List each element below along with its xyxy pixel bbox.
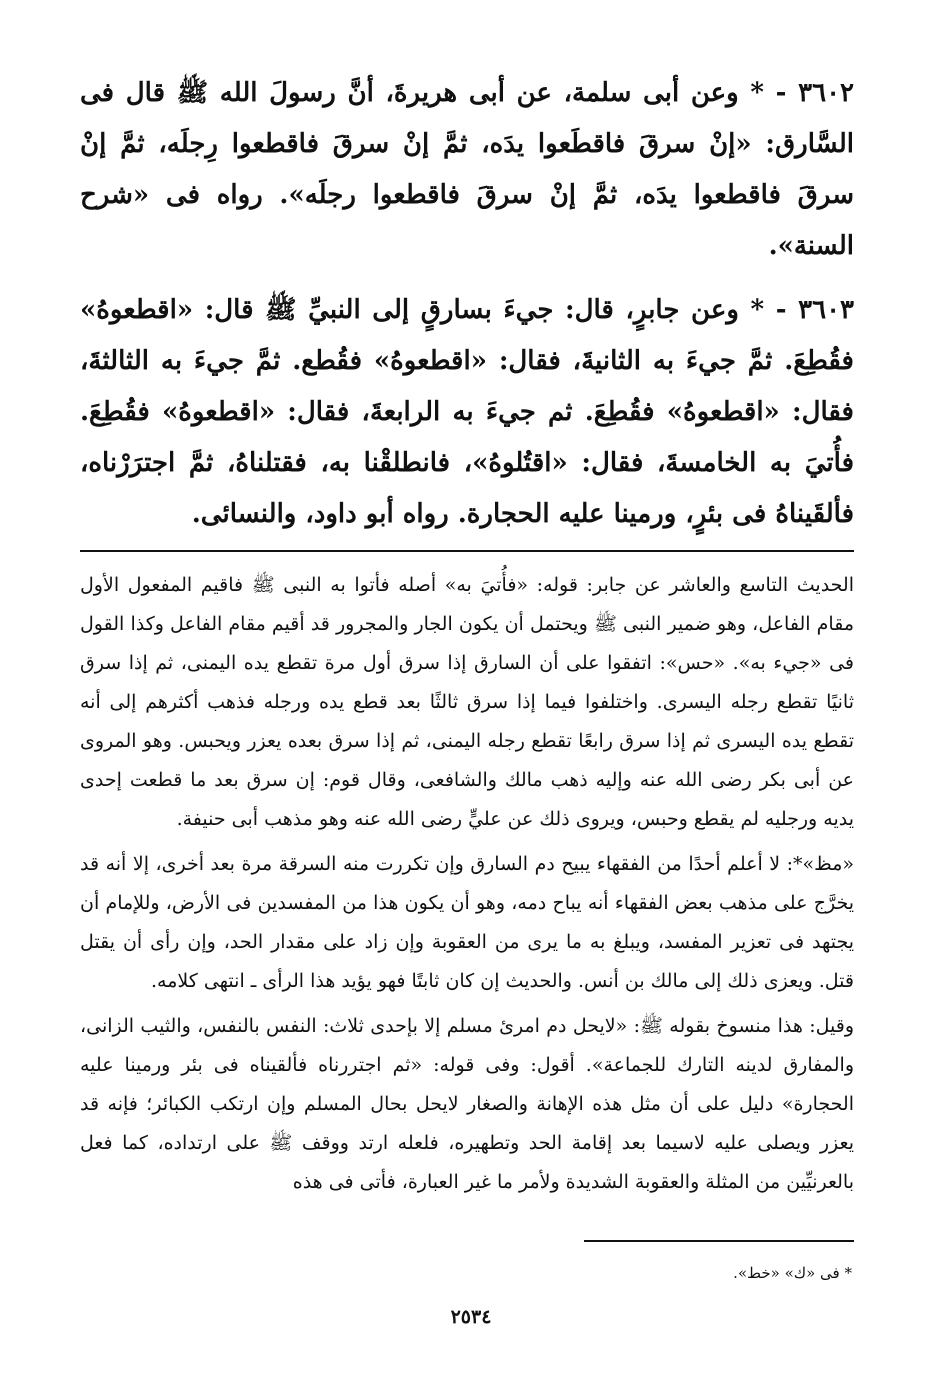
hadith-3602: ٣٦٠٢ - * وعن أبى سلمة، عن أبى هريرةَ، أنَّ رسولَ الله ﷺ قال فى السَّارق: «إنْ سرقَ فاقطَعوا يدَه، ثمَّ إنْ سرقَ فاقطعوا رِجلَه، ثمَّ إنْ سرقَ فاقطعوا يدَه، ثمَّ إنْ سرقَ فاقطعوا رجلَه». رواه فى «شرح السنة». bbox=[80, 78, 854, 261]
commentary-paragraph-3: وقيل: هذا منسوخ بقوله ﷺ: «لايحل دم امرئ مسلم إلا بإحدى ثلاث: النفس بالنفس، والثيب الزانى، والمفارق لدينه التارك للجماعة». أقول: وفى قوله: «ثم اجتررناه فألقيناه فى بئر ورمينا عليه الحجارة» دليل على أن مثل هذه الإهانة والصغار لايحل بحال المسلم وإن ارتكب الكبائر؛ فإنه قد يعزر ويصلى عليه لاسيما بعد إقامة الحد وتطهيره، فلعله ارتد ووقف ﷺ على ارتداده، كما فعل بالعرنيِّين من المثلة والعقوبة الشديدة ولأمر ما غير العبارة، فأتى فى هذه bbox=[80, 1015, 854, 1193]
commentary-paragraph-2: «مظ»*: لا أعلم أحدًا من الفقهاء يبيح دم السارق وإن تكررت منه السرقة مرة بعد أخرى، إلا أنه قد يخرَّج على مذهب بعض الفقهاء أنه يباح دمه، وهو أن يكون هذا من المفسدين فى الأرض، وللإمام أن يجتهد فى تعزير المفسد، ويبلغ به ما يرى من العقوبة وإن زاد على مقدار الحد، وإن رأى أن يقتل قتل. ويعزى ذلك إلى مالك بن أنس. والحديث إن كان ثابتًا فهو يؤيد هذا الرأى ـ انتهى كلامه. bbox=[80, 853, 854, 992]
commentary-paragraph-1: الحديث التاسع والعاشر عن جابر: قوله: «فأُتيَ به» أصله فأتوا به النبى ﷺ فاقيم المفعول الأول مقام الفاعل، وهو ضمير النبى ﷺ ويحتمل أن يكون الجار والمجرور قد أقيم مقام الفاعل وكذا القول فى «جيء به». «حس»: اتفقوا على أن السارق إذا سرق أول مرة تقطع يده اليمنى، ثم إذا سرق ثانيًا تقطع رجله اليسرى. واختلفوا فيما إذا سرق ثالثًا بعد قطع يده ورجله فذهب أكثرهم إلى أنه تقطع يده اليسرى ثم إذا سرق رابعًا تقطع رجله اليمنى، ثم إذا سرق بعده يعزر ويحبس. وهو المروى عن أبى بكر رضى الله عنه وإليه ذهب مالك والشافعى، وقال قوم: إن سرق بعد ما قطعت إحدى يديه ورجليه لم يقطع وحبس، ويروى ذلك عن عليٍّ رضى الله عنه وهو مذهب أبى حنيفة. bbox=[80, 574, 854, 830]
footnote-divider bbox=[584, 1240, 854, 1242]
section-divider bbox=[80, 550, 854, 552]
page-number: ٢٥٣٤ bbox=[450, 1306, 492, 1328]
footnote: * فى «ك» «خط». bbox=[733, 1264, 852, 1282]
hadith-3603: ٣٦٠٣ - * وعن جابرٍ، قال: جيءَ بسارقٍ إلى النبيِّ ﷺ قال: «اقطعوهُ» فقُطِعَ. ثمَّ جيءَ به الثانيةَ، فقال: «اقطعوهُ» فقُطع. ثمَّ جيءَ به الثالثةَ، فقال: «اقطعوهُ» فقُطِعَ. ثم جيءَ به الرابعةَ، فقال: «اقطعوهُ» فقُطِعَ. فأُتيَ به الخامسةَ، فقال: «اقتُلوهُ»، فانطلقْنا به، فقتلناهُ، ثمَّ اجترَرْناه، فألقَيناهُ فى بئرٍ، ورمينا عليه الحجارة. رواه أبو داود، والنسائى. bbox=[80, 295, 854, 529]
